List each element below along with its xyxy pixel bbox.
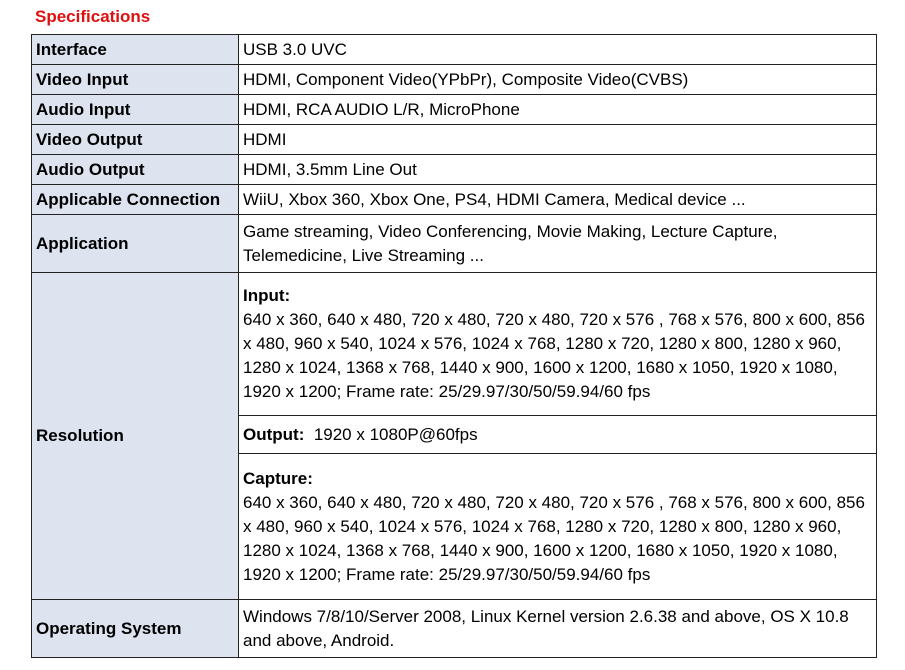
row-label-audio-input: Audio Input [32,95,239,125]
resolution-input-heading: Input: [243,286,291,305]
page-title: Specifications [35,7,151,26]
row-label-interface: Interface [32,35,239,65]
row-value-interface: USB 3.0 UVC [239,35,877,65]
row-value-video-output: HDMI [239,125,877,155]
row-label-audio-output: Audio Output [32,155,239,185]
row-value-audio-input: HDMI, RCA AUDIO L/R, MicroPhone [239,95,877,125]
row-label-application: Application [32,215,239,273]
table-row [32,95,877,125]
row-label-resolution: Resolution [32,273,239,600]
table-row [32,155,877,185]
specifications-table [31,34,877,658]
row-value-audio-output: HDMI, 3.5mm Line Out [239,155,877,185]
table-row [32,215,877,273]
resolution-input-cell [239,273,877,416]
row-value-operating-system: Windows 7/8/10/Server 2008, Linux Kernel version 2.6.38 and above, OS X 10.8 and above, Android. [239,600,877,658]
row-label-applicable-connection: Applicable Connection [32,185,239,215]
table-row [32,65,877,95]
table-row [32,35,877,65]
row-value-applicable-connection: WiiU, Xbox 360, Xbox One, PS4, HDMI Camera, Medical device ... [239,185,877,215]
row-value-video-input: HDMI, Component Video(YPbPr), Composite Video(CVBS) [239,65,877,95]
row-label-video-output: Video Output [32,125,239,155]
resolution-input-value: 640 x 360, 640 x 480, 720 x 480, 720 x 480, 720 x 576 , 768 x 576, 800 x 600, 856 x 480, 960 x 540, 1024 x 576, 1024 x 768, 1280 x 720, 1280 x 800, 1280 x 960, 1280 x 1024, 1368 x 768, 1440 x 900, 1600 x 1200, 1680 x 1050, 1920 x 1080, 1920 x 1200; Frame rate: 25/29.97/30/50/59.94/60 fps [243,310,865,401]
resolution-output-cell [239,416,877,454]
row-value-application: Game streaming, Video Conferencing, Movie Making, Lecture Capture, Telemedicine, Live Streaming ... [239,215,877,273]
table-row [32,125,877,155]
table-row [32,185,877,215]
resolution-output-heading: Output: [243,424,305,444]
resolution-capture-heading: Capture: [243,468,313,488]
table-row [32,600,877,658]
resolution-capture-cell [239,454,877,600]
row-label-video-input: Video Input [32,65,239,95]
table-row [32,273,877,416]
resolution-capture-value: 640 x 360, 640 x 480, 720 x 480, 720 x 480, 720 x 576 , 768 x 576, 800 x 600, 856 x 480, 960 x 540, 1024 x 576, 1024 x 768, 1280 x 720, 1280 x 800, 1280 x 960, 1280 x 1024, 1368 x 768, 1440 x 900, 1600 x 1200, 1680 x 1050, 1920 x 1080, 1920 x 1200; Frame rate: 25/29.97/30/50/59.94/60 fps [243,492,865,584]
row-label-operating-system: Operating System [32,600,239,658]
resolution-output-value: 1920 x 1080P@60fps [313,424,478,444]
